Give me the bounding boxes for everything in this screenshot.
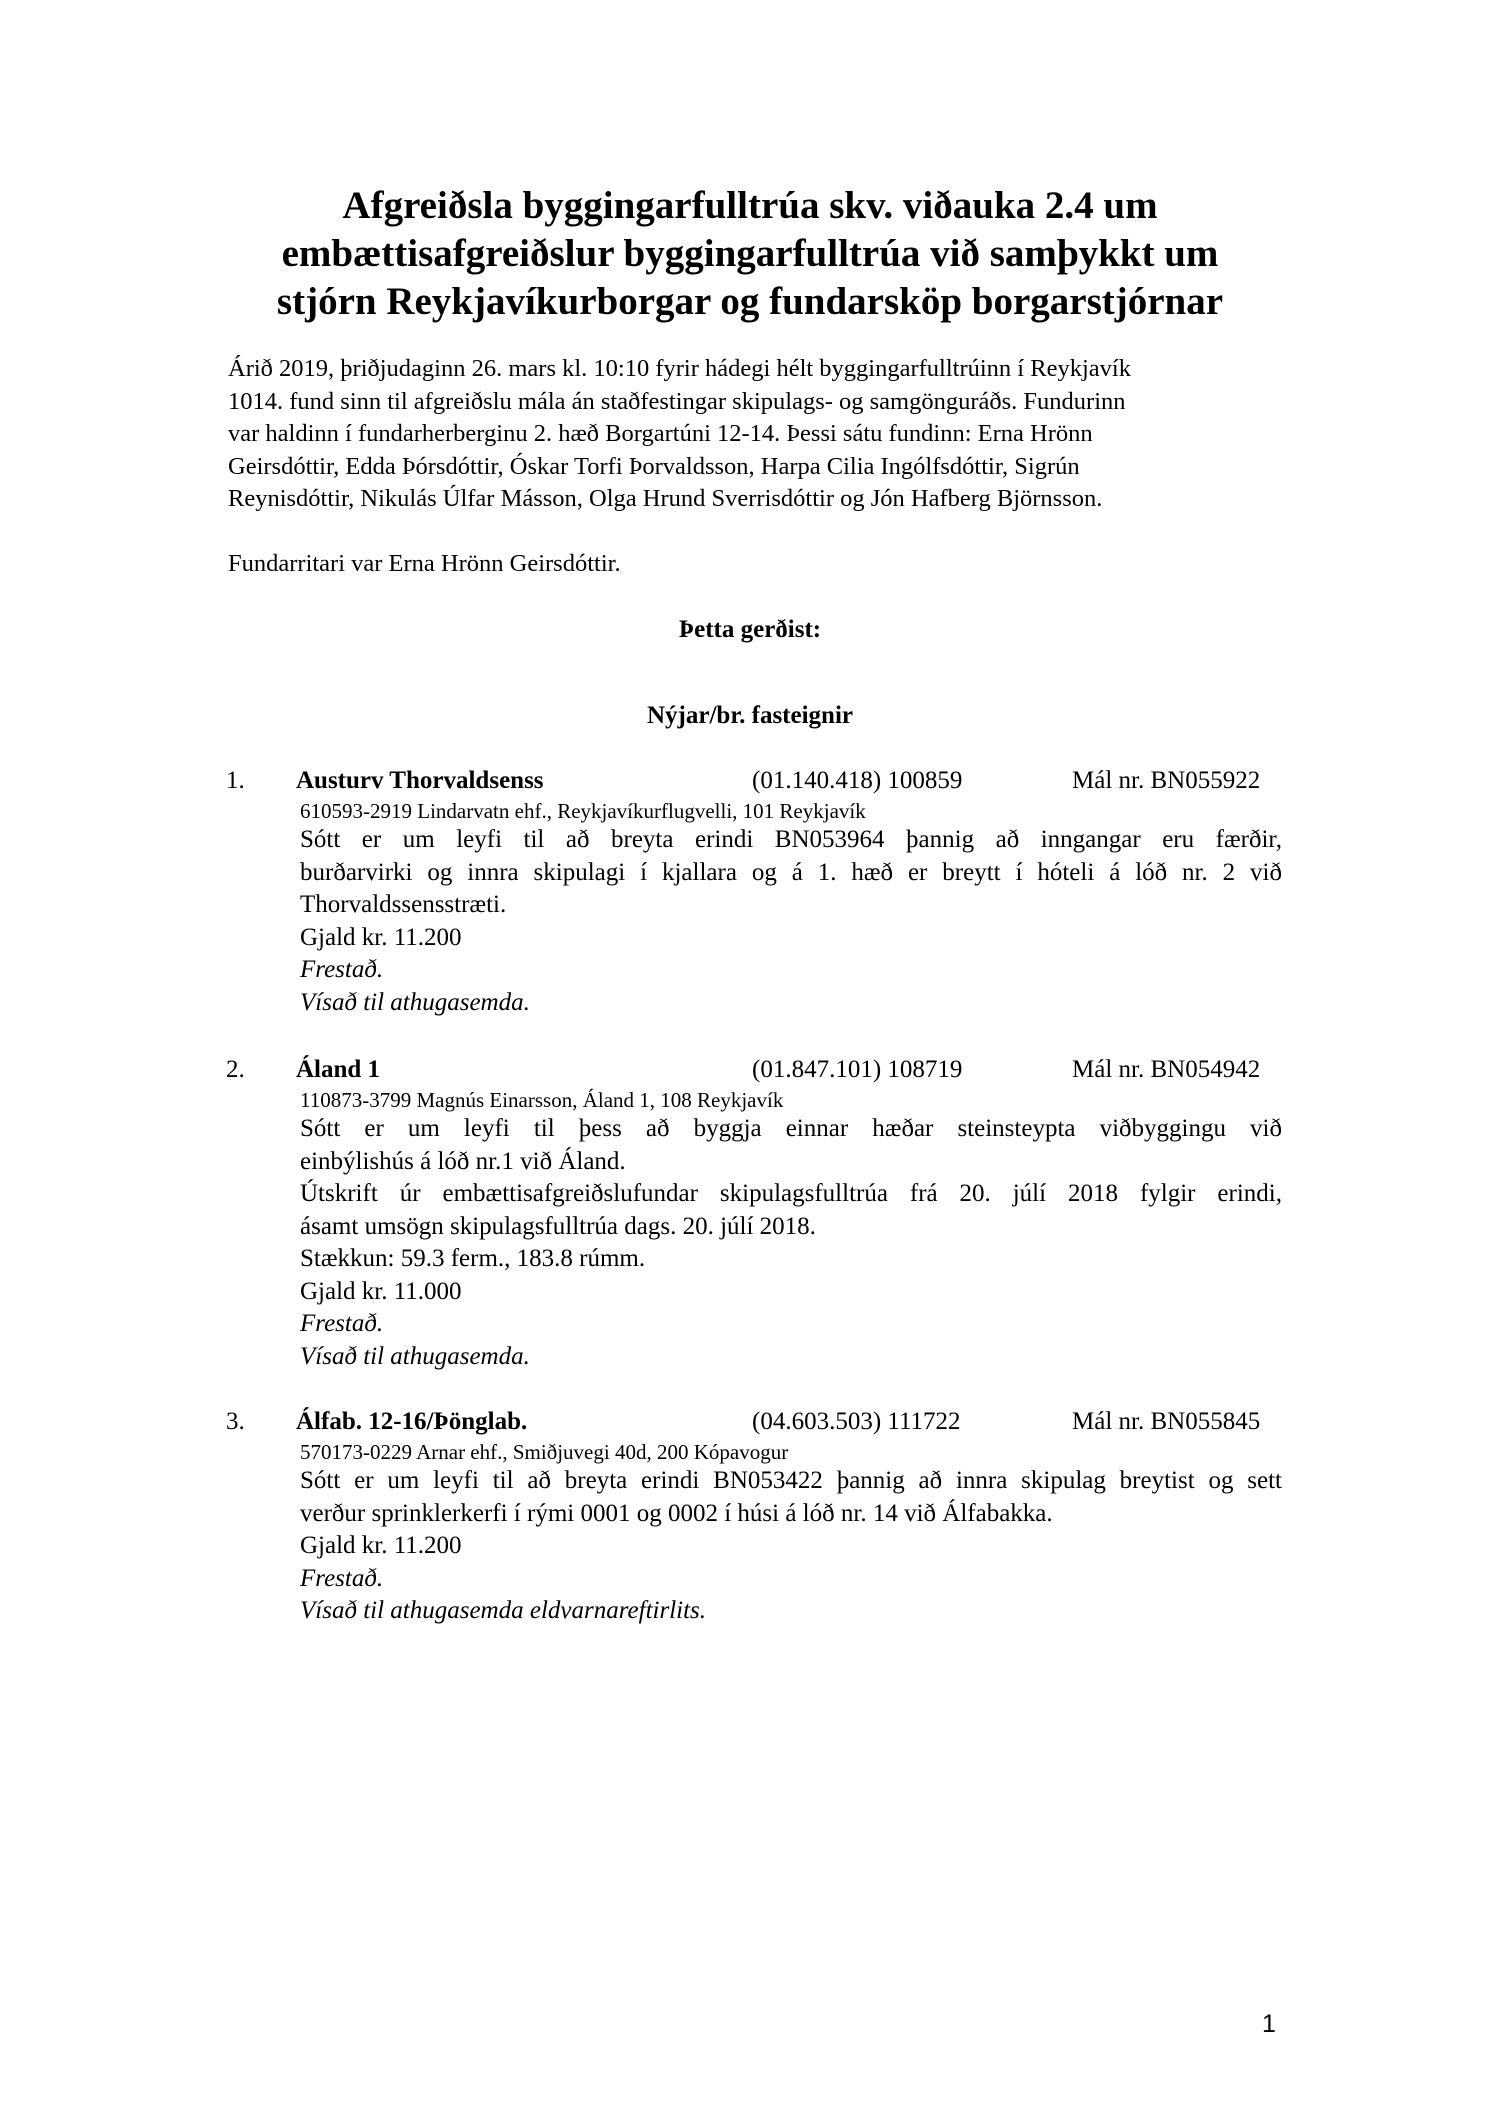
case-description-line: Sótt er um leyfi til þess að byggja einnar hæðar steinsteypta viðbyggingu við — [300, 1115, 1282, 1142]
case-address: Álfab. 12-16/Þönglab. — [296, 1408, 528, 1435]
case-status: Frestað. — [300, 956, 384, 983]
title-line: embættisafgreiðslur byggingarfulltrúa við samþykkt um — [281, 232, 1219, 275]
case-item — [0, 764, 1500, 1019]
case-note: Vísað til athugasemda eldvarnareftirlits. — [300, 1597, 707, 1624]
intro-line: 1014. fund sinn til afgreiðslu mála án staðfestingar skipulags- og samgönguráðs. Fundurinn — [228, 387, 1126, 415]
section-heading: Nýjar/br. fasteignir — [647, 702, 853, 729]
proceedings-heading: Þetta gerðist: — [678, 616, 822, 643]
case-land-id: (04.603.503) 111722 — [752, 1408, 961, 1435]
case-extra-line: ásamt umsögn skipulagsfulltrúa dags. 20. júlí 2018. — [300, 1212, 816, 1240]
case-description-line: einbýlishús á lóð nr.1 við Áland. — [300, 1147, 626, 1175]
meeting-intro — [228, 353, 1288, 580]
case-description-line: burðarvirki og innra skipulagi í kjallara og á 1. hæð er breytt í hóteli á lóð nr. 2 við — [300, 858, 1282, 886]
title-line: stjórn Reykjavíkurborgar og fundarsköp borgarstjórnar — [276, 280, 1224, 323]
case-description-line: Thorvaldssensstræti. — [300, 891, 507, 918]
case-description-line: Sótt er um leyfi til að breyta erindi BN053422 þannig að innra skipulag breytist og sett — [300, 1467, 1282, 1494]
intro-line: var haldinn í fundarherberginu 2. hæð Borgartúni 12-14. Þessi sátu fundinn: Erna Hrönn — [228, 420, 1093, 447]
case-item — [0, 1405, 1500, 1628]
case-header — [0, 764, 1500, 798]
case-note: Vísað til athugasemda. — [300, 988, 530, 1016]
case-body — [300, 1113, 1282, 1373]
title-line: Afgreiðsla byggingarfulltrúa skv. viðauka 2.4 um — [342, 184, 1158, 227]
case-description-line: verður sprinklerkerfi í rými 0001 og 0002 í húsi á lóð nr. 14 við Álfabakka. — [300, 1499, 1053, 1527]
case-address: Áland 1 — [296, 1056, 381, 1083]
case-number: 2. — [226, 1056, 245, 1083]
intro-line: Geirsdóttir, Edda Þórsdóttir, Óskar Torfi Þorvaldsson, Harpa Cilia Ingólfsdóttir, Sigrún — [228, 452, 1080, 480]
case-land-id: (01.140.418) 100859 — [752, 767, 963, 794]
case-status: Frestað. — [300, 1564, 384, 1592]
case-body — [300, 1465, 1282, 1628]
case-description-line: Sótt er um leyfi til að breyta erindi BN053964 þannig að inngangar eru færðir, — [300, 826, 1282, 853]
case-body — [300, 824, 1282, 1019]
case-reference: Mál nr. BN055845 — [1072, 1408, 1261, 1435]
case-applicant: 610593-2919 Lindarvatn ehf., Reykjavíkurflugvelli, 101 Reykjavík — [300, 799, 866, 823]
intro-line: Árið 2019, þriðjudaginn 26. mars kl. 10:10 fyrir hádegi hélt byggingarfulltrúinn í Reykjavík — [228, 355, 1131, 382]
case-reference: Mál nr. BN054942 — [1072, 1056, 1261, 1083]
case-size: Stækkun: 59.3 ferm., 183.8 rúmm. — [300, 1245, 646, 1272]
case-fee: Gjald kr. 11.200 — [300, 923, 462, 951]
case-applicant: 110873-3799 Magnús Einarsson, Áland 1, 108 Reykjavík — [300, 1088, 784, 1112]
case-item — [0, 1053, 1500, 1373]
case-note: Vísað til athugasemda. — [300, 1342, 530, 1370]
case-fee: Gjald kr. 11.000 — [300, 1277, 462, 1305]
meeting-secretary: Fundarritari var Erna Hrönn Geirsdóttir. — [228, 549, 621, 577]
case-number: 3. — [226, 1408, 245, 1435]
case-number: 1. — [226, 767, 245, 794]
page-number: 1 — [1262, 2010, 1276, 2038]
case-extra-line: Útskrift úr embættisafgreiðslufundar skipulagsfulltrúa frá 20. júlí 2018 fylgir erindi, — [300, 1180, 1282, 1207]
case-reference: Mál nr. BN055922 — [1072, 767, 1261, 794]
case-applicant: 570173-0229 Arnar ehf., Smiðjuvegi 40d, 200 Kópavogur — [300, 1440, 789, 1464]
case-fee: Gjald kr. 11.200 — [300, 1532, 462, 1559]
intro-line: Reynisdóttir, Nikulás Úlfar Másson, Olga Hrund Sverrisdóttir og Jón Hafberg Björnsson. — [228, 485, 1103, 512]
case-header — [0, 1405, 1500, 1439]
case-address: Austurv Thorvaldsenss — [296, 767, 544, 794]
document-title — [160, 182, 1340, 326]
case-land-id: (01.847.101) 108719 — [752, 1056, 963, 1083]
case-header — [0, 1053, 1500, 1087]
case-status: Frestað. — [300, 1310, 384, 1337]
